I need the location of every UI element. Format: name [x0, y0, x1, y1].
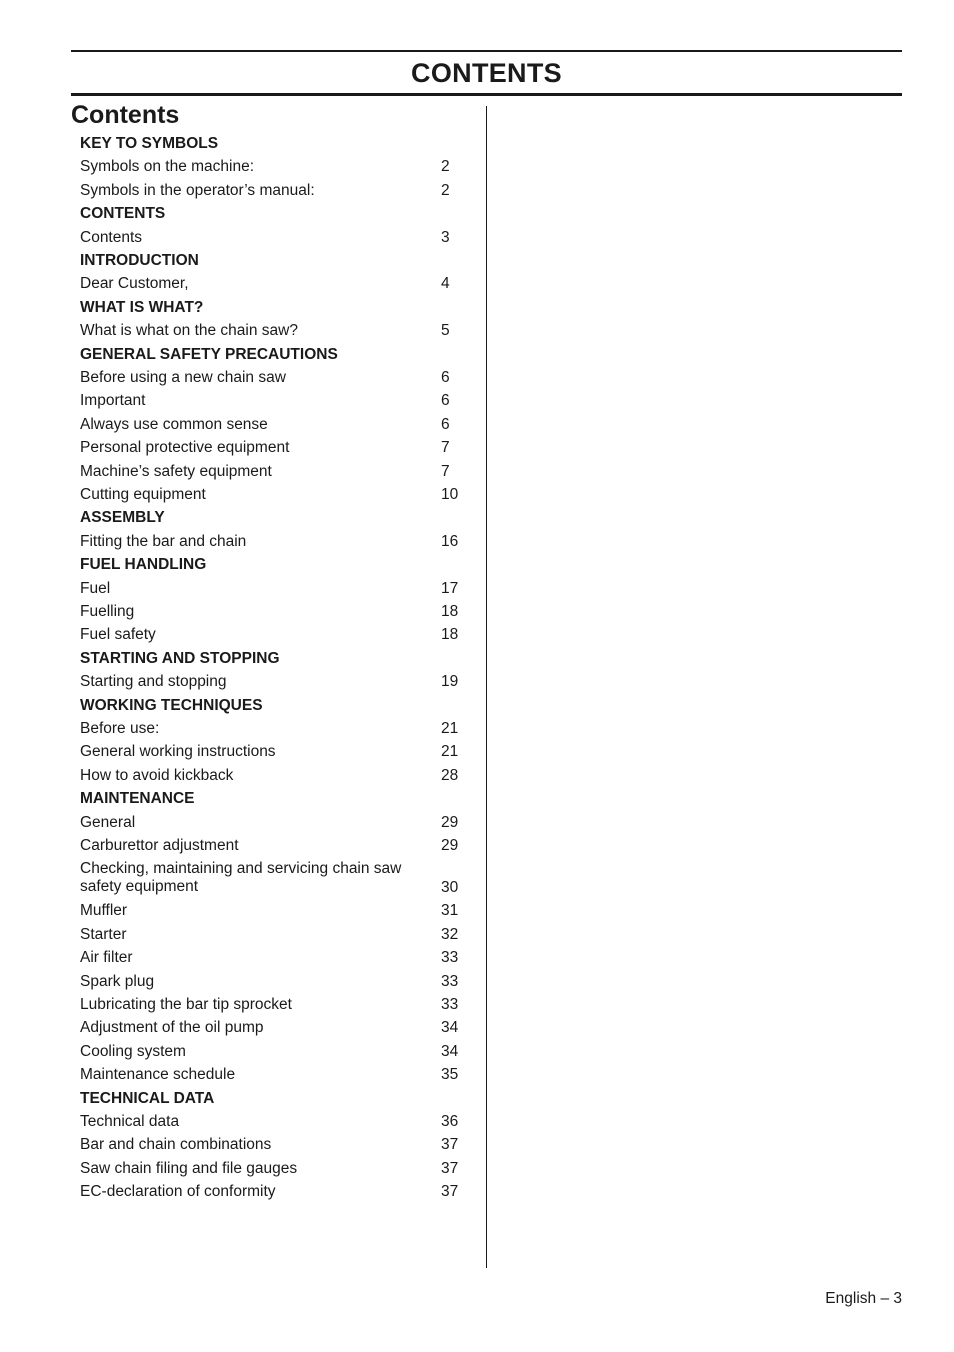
- toc-entry-page-number: 18: [441, 603, 459, 621]
- toc-entry-page-number: 30: [441, 879, 459, 897]
- toc-section-title: WORKING TECHNIQUES: [80, 696, 263, 714]
- toc-entry-label: Carburettor adjustment: [80, 837, 239, 855]
- toc-section-title: MAINTENANCE: [80, 790, 195, 808]
- toc-entry[interactable]: [80, 413, 480, 436]
- toc-entry[interactable]: [80, 530, 480, 553]
- toc-entry[interactable]: [80, 1133, 480, 1156]
- toc-entry[interactable]: [80, 717, 480, 740]
- toc-section-title: INTRODUCTION: [80, 252, 199, 269]
- toc-entry[interactable]: [80, 623, 480, 646]
- toc-entry[interactable]: [80, 483, 480, 506]
- toc-entry-label: Always use common sense: [80, 415, 268, 433]
- toc-entry[interactable]: [80, 1157, 480, 1180]
- toc-entry[interactable]: [80, 389, 480, 412]
- toc-entry-label: Fitting the bar and chain: [80, 532, 247, 550]
- toc-entry-page-number: 4: [441, 275, 450, 293]
- toc-entry[interactable]: [80, 179, 480, 202]
- toc-entry[interactable]: [80, 577, 480, 600]
- toc-entry-page-number: 28: [441, 766, 459, 784]
- toc-entry[interactable]: [80, 155, 480, 178]
- toc-entry-page-number: 37: [441, 1183, 459, 1201]
- toc-entry-label: Checking, maintaining and servicing chain saw safety equipment: [80, 860, 402, 896]
- toc-entry-page-number: 2: [441, 181, 450, 199]
- toc-entry-page-number: 6: [441, 368, 450, 386]
- toc-entry-label: Personal protective equipment: [80, 439, 290, 457]
- page-footer: English – 3: [825, 1290, 902, 1307]
- toc-entry-label: Starting and stopping: [80, 673, 227, 691]
- toc-entry[interactable]: [80, 1110, 480, 1133]
- toc-entry-label: Cooling system: [80, 1042, 186, 1060]
- toc-entry-page-number: 17: [441, 579, 459, 597]
- toc-entry-label: Fuel: [80, 579, 111, 597]
- toc-entry[interactable]: [80, 1180, 480, 1203]
- toc-entry-page-number: 7: [441, 439, 450, 457]
- toc-entry-label: Maintenance schedule: [80, 1066, 236, 1084]
- toc-entry[interactable]: [80, 319, 480, 342]
- toc-entry[interactable]: [80, 460, 480, 483]
- toc-entry[interactable]: [80, 1063, 480, 1086]
- toc-entry-page-number: 29: [441, 837, 459, 855]
- toc-entry[interactable]: [80, 600, 480, 623]
- toc-entry-label: Dear Customer,: [80, 275, 189, 293]
- page-title: CONTENTS: [411, 58, 562, 88]
- toc-entry-label: Lubricating the bar tip sprocket: [80, 996, 292, 1014]
- toc-entry[interactable]: [80, 1016, 480, 1039]
- toc-entry-page-number: 21: [441, 720, 459, 738]
- toc-entry-label: Spark plug: [80, 972, 155, 990]
- toc-entry-label: Symbols on the machine:: [80, 158, 255, 176]
- toc-entry-label: Machine’s safety equipment: [80, 462, 272, 480]
- toc-entry-label: Technical data: [80, 1113, 180, 1131]
- toc-section-title: ASSEMBLY: [80, 509, 165, 527]
- toc-entry-page-number: 3: [441, 228, 450, 246]
- toc-entry-label: Fuelling: [80, 603, 135, 621]
- toc-entry-page-number: 19: [441, 673, 459, 691]
- toc-entry-label: Important: [80, 392, 146, 410]
- toc-entry-label: Muffler: [80, 902, 128, 920]
- toc-entry-label: Bar and chain combinations: [80, 1136, 272, 1154]
- toc-entry-page-number: 33: [441, 972, 459, 990]
- toc-list: [80, 132, 480, 1204]
- toc-entry-page-number: 35: [441, 1066, 459, 1084]
- toc-entry-page-number: 36: [441, 1113, 459, 1131]
- header-rule-top: [71, 50, 902, 52]
- toc-entry[interactable]: [80, 366, 480, 389]
- toc-entry-page-number: 34: [441, 1042, 459, 1060]
- toc-entry[interactable]: [80, 834, 480, 857]
- toc-entry-label: Cutting equipment: [80, 486, 206, 504]
- toc-entry[interactable]: [80, 226, 480, 249]
- toc-entry-label: How to avoid kickback: [80, 766, 234, 784]
- toc-entry-page-number: 21: [441, 743, 459, 761]
- toc-entry-page-number: 10: [441, 486, 459, 504]
- toc-entry[interactable]: [80, 1040, 480, 1063]
- toc-entry[interactable]: [80, 970, 480, 993]
- toc-entry-label: Adjustment of the oil pump: [80, 1019, 264, 1037]
- toc-entry-label: Starter: [80, 925, 127, 943]
- toc-entry-label: Air filter: [80, 949, 133, 967]
- toc-section-title: FUEL HANDLING: [80, 556, 207, 574]
- toc-entry-label: General working instructions: [80, 743, 276, 761]
- toc-entry-label: Before use:: [80, 720, 160, 738]
- toc-entry-label: Contents: [80, 228, 143, 246]
- toc-entry-page-number: 32: [441, 925, 459, 943]
- toc-entry-page-number: 37: [441, 1159, 459, 1177]
- toc-entry-label: Fuel safety: [80, 626, 156, 644]
- toc-entry-label: EC-declaration of conformity: [80, 1183, 276, 1201]
- toc-entry-page-number: 6: [441, 415, 450, 433]
- toc-section-title: STARTING AND STOPPING: [80, 649, 280, 667]
- toc-entry[interactable]: [80, 923, 480, 946]
- toc-section-title: TECHNICAL DATA: [80, 1089, 215, 1107]
- toc-entry-page-number: 2: [441, 158, 450, 176]
- toc-entry-page-number: 31: [441, 902, 459, 920]
- toc-entry-page-number: 33: [441, 949, 459, 967]
- toc-entry-page-number: 29: [441, 813, 459, 831]
- toc-entry-label: Before using a new chain saw: [80, 368, 286, 386]
- toc-entry-page-number: 16: [441, 532, 459, 550]
- toc-entry-page-number: 18: [441, 626, 459, 644]
- toc-entry-label: General: [80, 813, 136, 831]
- toc-section-title: GENERAL SAFETY PRECAUTIONS: [80, 345, 338, 363]
- toc-entry-label: Symbols in the operator’s manual:: [80, 181, 315, 199]
- toc-entry-page-number: 7: [441, 462, 450, 480]
- toc-entry[interactable]: [80, 436, 480, 459]
- toc-section-title: KEY TO SYMBOLS: [80, 135, 219, 152]
- toc-heading: Contents: [71, 101, 180, 129]
- toc-entry-page-number: 37: [441, 1136, 459, 1154]
- toc-entry-page-number: 5: [441, 322, 450, 340]
- toc-entry-page-number: 33: [441, 996, 459, 1014]
- toc-entry[interactable]: [80, 670, 480, 693]
- toc-entry[interactable]: [80, 764, 480, 787]
- toc-entry[interactable]: [80, 946, 480, 969]
- toc-entry[interactable]: [80, 272, 480, 295]
- toc-entry-label: Saw chain filing and file gauges: [80, 1159, 298, 1177]
- toc-section-title: WHAT IS WHAT?: [80, 298, 204, 316]
- header-rule-bottom: [71, 93, 902, 96]
- toc-section-title: CONTENTS: [80, 205, 166, 223]
- toc-entry[interactable]: [80, 899, 480, 922]
- toc-entry[interactable]: [80, 811, 480, 834]
- toc-entry-page-number: 34: [441, 1019, 459, 1037]
- toc-entry[interactable]: [80, 993, 480, 1016]
- toc-entry[interactable]: [80, 857, 480, 899]
- toc-entry[interactable]: [80, 740, 480, 763]
- toc-entry-page-number: 6: [441, 392, 450, 410]
- column-divider: [486, 106, 487, 1268]
- toc-entry-label: What is what on the chain saw?: [80, 322, 298, 340]
